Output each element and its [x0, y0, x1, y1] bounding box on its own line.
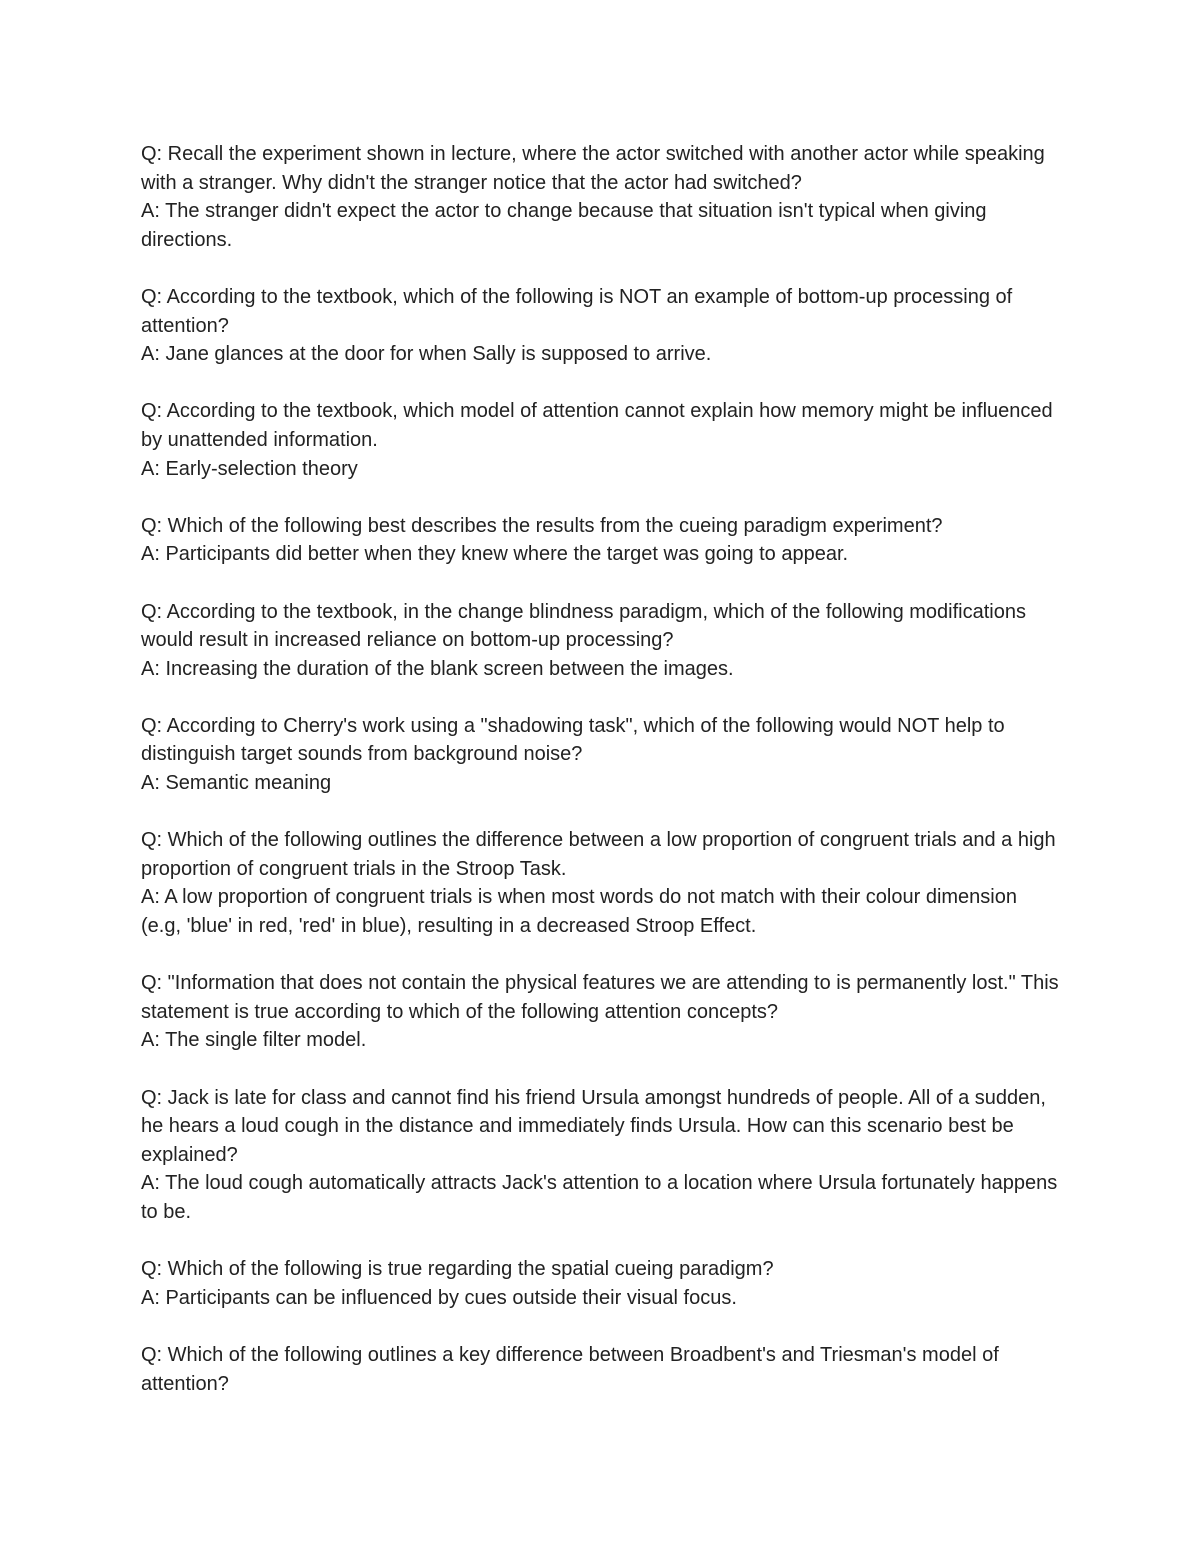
question-text: Q: Which of the following is true regarding the spatial cueing paradigm?	[141, 1258, 774, 1281]
question-text: Q: Which of the following best describes the results from the cueing paradigm experiment?	[141, 514, 943, 537]
qa-item-3	[141, 397, 1061, 483]
qa-item-6	[141, 712, 1061, 798]
document-page	[141, 140, 1061, 1427]
answer-text: A: Participants did better when they knew where the target was going to appear.	[141, 543, 849, 566]
question-text: Q: "Information that does not contain the physical features we are attending to is permanently lost." This statement is true according to which of the following attention concepts?	[141, 972, 1059, 1023]
answer-text: A: Jane glances at the door for when Sally is supposed to arrive.	[141, 343, 712, 366]
question-text: Q: According to the textbook, which of the following is NOT an example of bottom-up processing of attention?	[141, 285, 1013, 337]
answer-text: A: The single filter model.	[141, 1029, 367, 1052]
question-text: Q: According to the textbook, in the change blindness paradigm, which of the following modifications would result in increased reliance on bottom-up processing?	[141, 600, 1026, 652]
answer-text: A: A low proportion of congruent trials is when most words do not match with their colour dimension (e.g, 'blue' in red, 'red' in blue), resulting in a decreased Stroop Effect.	[141, 886, 1017, 938]
question-text: Q: Which of the following outlines the difference between a low proportion of congruent trials and a high proportion of congruent trials in the Stroop Task.	[141, 829, 1056, 880]
qa-item-9	[141, 1084, 1061, 1227]
qa-item-2	[141, 283, 1061, 369]
answer-text: A: The stranger didn't expect the actor to change because that situation isn't typical when giving directions.	[141, 200, 987, 251]
answer-text: A: Semantic meaning	[141, 772, 332, 795]
qa-item-8	[141, 969, 1061, 1055]
qa-item-10	[141, 1255, 1061, 1312]
question-text: Q: According to the textbook, which model of attention cannot explain how memory might be influenced by unattended information.	[141, 400, 1053, 451]
qa-item-5	[141, 598, 1061, 684]
answer-text: A: Early-selection theory	[141, 457, 358, 480]
qa-item-7	[141, 826, 1061, 940]
question-text: Q: According to Cherry's work using a "shadowing task", which of the following would NOT help to distinguish target sounds from background noise?	[141, 714, 1005, 766]
question-text: Q: Recall the experiment shown in lecture, where the actor switched with another actor while speaking with a stranger. Why didn't the stranger notice that the actor had switched?	[141, 143, 1045, 194]
question-text: Q: Which of the following outlines a key difference between Broadbent's and Triesman's model of attention?	[141, 1343, 999, 1395]
qa-item-1	[141, 140, 1061, 254]
answer-text: A: Increasing the duration of the blank screen between the images.	[141, 657, 734, 680]
answer-text: A: Participants can be influenced by cues outside their visual focus.	[141, 1286, 737, 1309]
qa-item-11	[141, 1341, 1061, 1398]
answer-text: A: The loud cough automatically attracts Jack's attention to a location where Ursula fortunately happens to be.	[141, 1172, 1058, 1223]
qa-item-4	[141, 512, 1061, 569]
question-text: Q: Jack is late for class and cannot find his friend Ursula amongst hundreds of people. All of a sudden, he hears a loud cough in the distance and immediately finds Ursula. How can this scenario best be explained?	[141, 1086, 1046, 1166]
